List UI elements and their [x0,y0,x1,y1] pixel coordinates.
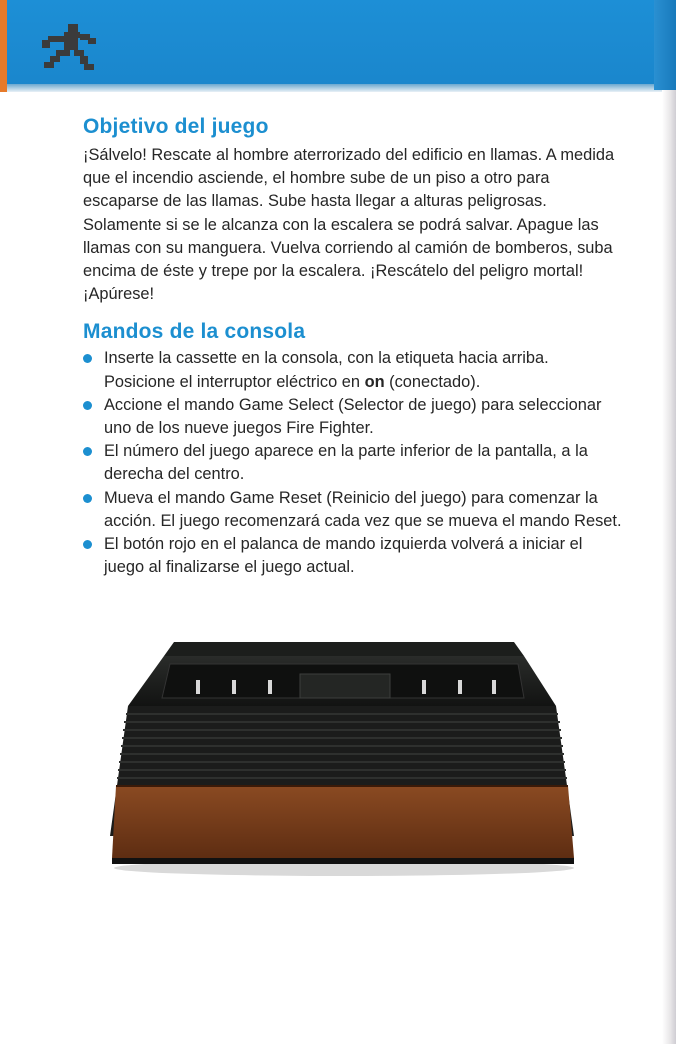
list-item [83,533,623,579]
header-band-shadow [0,84,676,92]
list-item [83,347,623,393]
list-item-text: El botón rojo en el palanca de mando izquierda volverá a iniciar el juego al finalizarse el juego actual. [104,535,583,577]
list-item [83,440,623,486]
bullet-icon [83,540,92,549]
bullet-icon [83,494,92,503]
bullet-icon [83,401,92,410]
list-item-text: (conectado). [384,372,481,391]
controls-heading: Mandos de la consola [83,320,306,344]
page-edge [662,90,676,1044]
controls-list [83,347,623,579]
objective-paragraph: ¡Sálvelo! Rescate al hombre aterrorizado del edificio en llamas. A medida que el incendio asciende, el hombre sube de un piso a otro para escaparse de las llamas. Sube hasta llegar a alturas peligrosas. Solamente si se le alcanza con la escalera se podrá salvar. Apague las llamas con su manguera. Vuelva corriendo al camión de bomberos, suba encima de éste y trepe por la escalera. ¡Rescátelo del peligro mortal! ¡Apúrese! [83,146,615,304]
list-item-bold: on [364,372,385,391]
atari-console-image [104,636,580,876]
text-content [83,114,623,579]
list-item-text: Accione el mando Game Select (Selector de juego) para seleccionar uno de los nueve juegos Fire Fighter. [104,395,602,438]
left-edge-strip [0,0,7,92]
right-top-strip [654,0,676,90]
header-band [0,0,676,88]
running-man-icon [40,24,98,70]
list-item-text: El número del juego aparece en la parte inferior de la pantalla, a la derecha del centro. [104,442,588,484]
list-item-text: Inserte la cassette en la consola, con la etiqueta hacia arriba. Posicione el interruptor eléctrico en [104,349,549,391]
bullet-icon [83,354,92,363]
objective-heading: Objetivo del juego [83,115,269,138]
list-item [83,487,623,533]
bullet-icon [83,447,92,456]
list-item [83,394,623,440]
list-item-text: Mueva el mando Game Reset (Reinicio del juego) para comenzar la acción. El juego recomenzará cada vez que se mueva el mando Reset. [104,488,622,530]
